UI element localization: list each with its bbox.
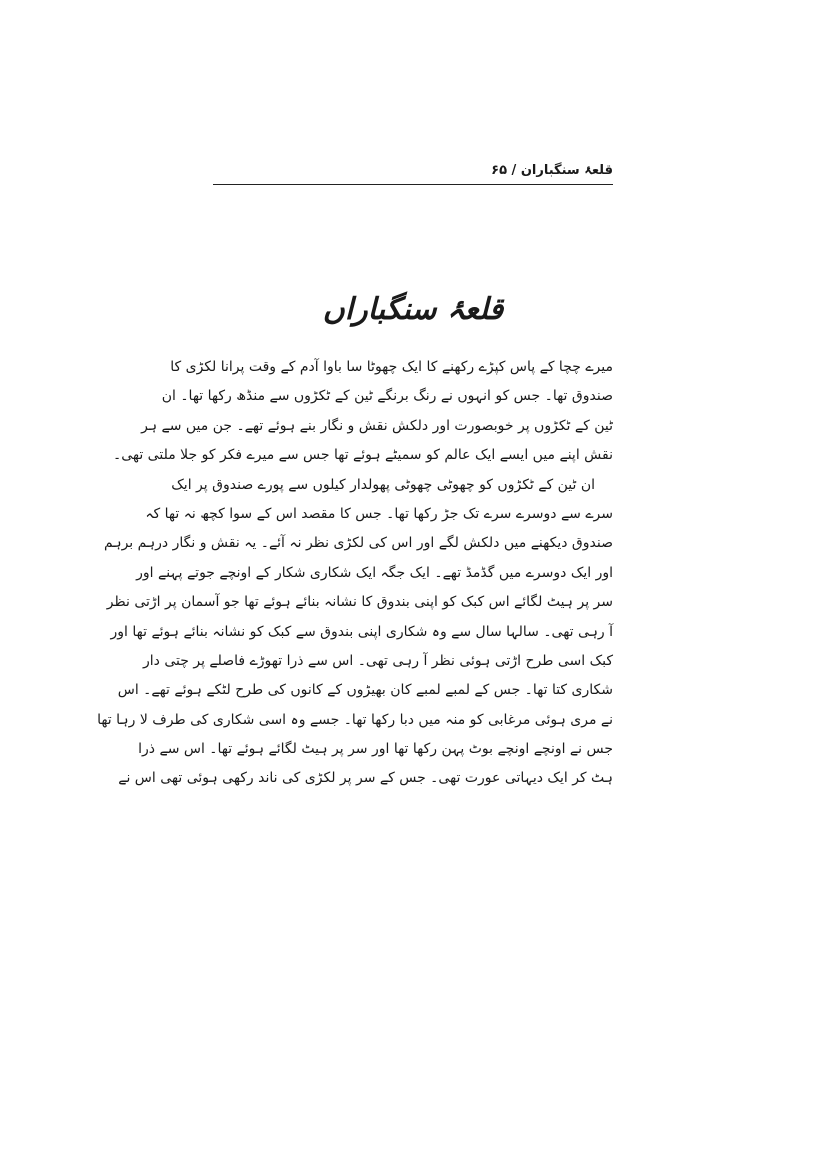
text-line: نے مری ہوئی مرغابی کو منہ میں دبا رکھا تھا۔ جسے وہ اسی شکاری کی طرف لا رہا تھا bbox=[97, 711, 613, 728]
text-line: شکاری کتا تھا۔ جس کے لمبے لمبے کان بھیڑوں کے کانوں کی طرح لٹکے ہوئے تھے۔ اس bbox=[117, 682, 613, 699]
chapter-title: قلعۂ سنگباراں bbox=[322, 292, 504, 327]
text-line: میرے چچا کے پاس کپڑے رکھنے کا ایک چھوٹا سا باوا آدم کے وقت پرانا لکڑی کا bbox=[170, 359, 613, 375]
text-line: صندوق تھا۔ جس کو انہوں نے رنگ برنگے ٹین کے ٹکڑوں سے منڈھ رکھا تھا۔ ان bbox=[161, 388, 613, 405]
text-line: آ رہی تھی۔ سالہا سال سے وہ شکاری اپنی بندوق سے کبک کو نشانہ بنائے ہوئے تھا اور bbox=[110, 623, 613, 640]
text-line: صندوق دیکھنے میں دلکش لگے اور اس کی لکڑی نظر نہ آئے۔ یہ نقش و نگار درہم برہم bbox=[104, 535, 613, 552]
running-header bbox=[213, 158, 613, 184]
text-line: سرے سے دوسرے سرے تک جڑ رکھا تھا۔ جس کا مقصد اس کے سوا کچھ نہ تھا کہ bbox=[145, 505, 613, 522]
text-line: ان ٹین کے ٹکڑوں کو چھوٹی چھوٹی پھولدار کیلوں سے پورے صندوق پر ایک bbox=[171, 476, 595, 493]
text-line: جس نے اونچے اونچے بوٹ پہن رکھا تھا اور سر پر ہیٹ لگائے ہوئے تھا۔ اس سے ذرا bbox=[138, 741, 613, 758]
text-line: ہٹ کر ایک دیہاتی عورت تھی۔ جس کے سر پر لکڑی کی ناند رکھی ہوئی تھی اس نے bbox=[118, 770, 613, 787]
text-line: کبک اسی طرح اڑتی ہوئی نظر آ رہی تھی۔ اس سے ذرا تھوڑے فاصلے پر چتی دار bbox=[143, 652, 613, 669]
text-line: ٹین کے ٹکڑوں پر خوبصورت اور دلکش نقش و نگار بنے ہوئے تھے۔ جن میں سے ہر bbox=[141, 417, 613, 434]
text-line: نقش اپنے میں ایسے ایک عالم کو سمیٹے ہوئے تھا جس سے میرے فکر کو جلا ملتی تھی۔ bbox=[113, 447, 613, 464]
body-text bbox=[97, 353, 613, 794]
text-line: اور ایک دوسرے میں گڈمڈ تھے۔ ایک جگہ ایک شکاری شکار کے اونچے جوتے پہنے اور bbox=[136, 564, 613, 581]
running-header-text: قلعۂ سنگباران / ۶۵ bbox=[491, 163, 613, 178]
header-rule bbox=[213, 184, 613, 185]
text-line: سر پر ہیٹ لگائے اس کبک کو اپنی بندوق کا نشانہ بنائے ہوئے تھا جو آسمان پر اڑتی نظر bbox=[106, 594, 613, 611]
